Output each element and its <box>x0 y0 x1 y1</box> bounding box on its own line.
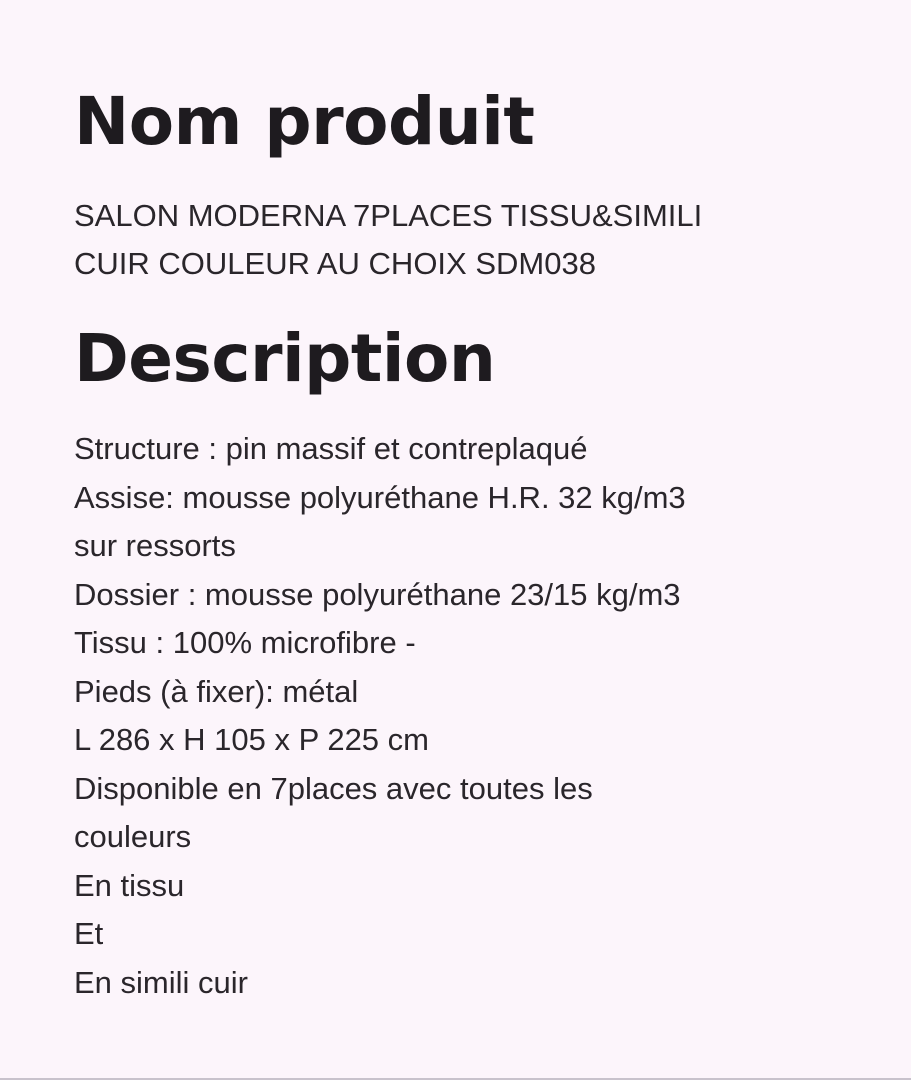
description-line: Et <box>74 916 104 951</box>
description-line: Assise: mousse polyuréthane H.R. 32 kg/m3 <box>74 479 686 515</box>
product-name-heading: Nom produit <box>74 83 535 160</box>
description-line: couleurs <box>74 819 192 854</box>
product-name-text <box>74 192 794 288</box>
product-name-line-1: SALON MODERNA 7PLACES TISSU&SIMILI <box>74 198 703 233</box>
description-line: Dossier : mousse polyuréthane 23/15 kg/m3 <box>74 576 681 612</box>
description-line: Pieds (à fixer): métal <box>74 673 359 709</box>
description-text <box>74 425 834 1007</box>
description-line: Structure : pin massif et contreplaqué <box>74 431 588 466</box>
description-line: L 286 x H 105 x P 225 cm <box>74 722 429 757</box>
description-line: Disponible en 7places avec toutes les <box>74 770 593 806</box>
description-line: En tissu <box>74 867 185 903</box>
description-heading: Description <box>74 320 496 397</box>
description-line: sur ressorts <box>74 528 236 563</box>
description-line: Tissu : 100% microfibre - <box>74 625 416 660</box>
description-line: En simili cuir <box>74 964 248 1000</box>
product-name-line-2: CUIR COULEUR AU CHOIX SDM038 <box>74 246 596 281</box>
